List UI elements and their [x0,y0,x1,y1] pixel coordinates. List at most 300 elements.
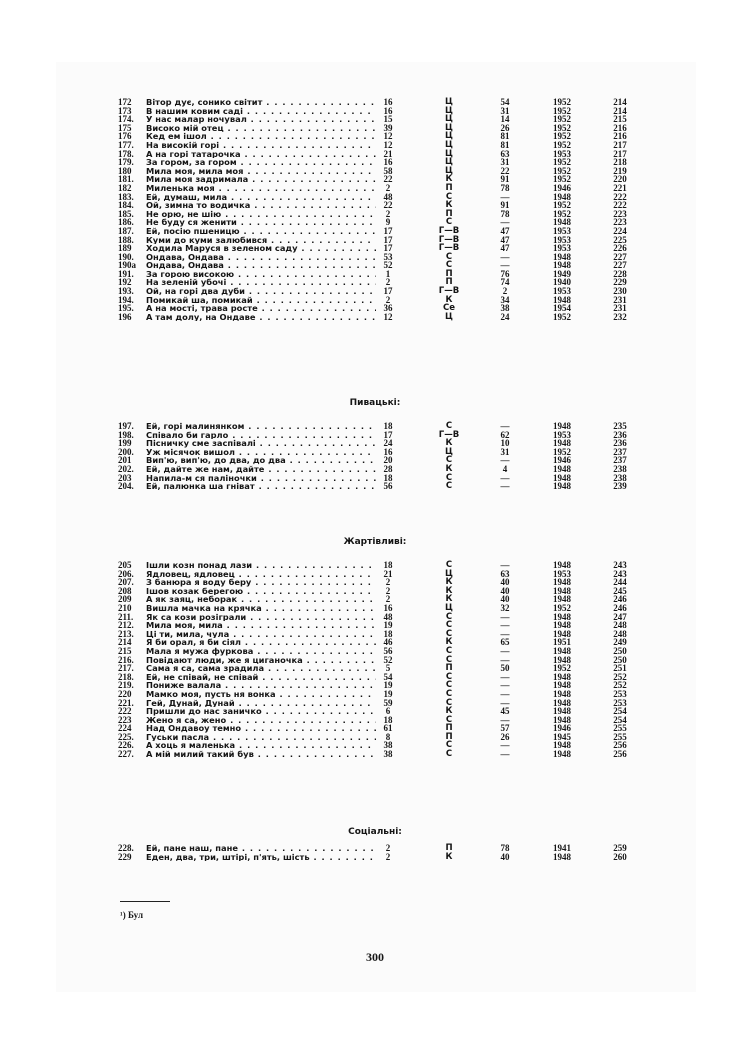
song-title: Помикай ша, помикай . . . [146,296,376,305]
informant-number: — [500,645,510,656]
song-number: 189 [118,243,132,254]
song-title: Сама я са, сама зрадила . . . [146,664,376,673]
song-title: Ей, дайте же нам, дайте . . . [146,465,376,474]
song-title: Ондава, Ондава . . . [146,253,376,262]
variant-count: 48 [383,191,393,202]
song-number: 180 [118,165,132,176]
informant-number: — [500,714,510,725]
informant-number: 50 [500,663,510,674]
record-year: 1948 [553,611,571,622]
region-code: С [445,749,453,760]
record-year: 1940 [553,277,571,288]
region-code: Г—В [438,225,460,236]
record-year: 1953 [553,286,571,297]
informant-number: — [500,455,510,466]
song-number: 198. [118,429,134,440]
section-heading-social: Соціальні: [348,827,402,837]
song-number: 179. [118,157,134,168]
page-reference: 246 [613,594,627,605]
informant-number: — [500,611,510,622]
variant-count: 5 [385,663,391,674]
page-reference: 259 [613,843,627,853]
footnote: ¹) Бул [120,910,143,920]
song-title: Мила моя задримала . . . [146,175,376,184]
page-reference: 216 [613,131,627,142]
variant-count: 18 [383,560,393,570]
record-year: 1952 [553,200,571,211]
region-code: К [445,200,453,211]
song-title: А як заяц, неборак . . . [146,595,376,604]
variant-count: 22 [383,174,393,185]
informant-number: 32 [500,602,510,613]
region-code: С [445,217,453,228]
song-number: 187. [118,225,134,236]
page-reference: 227 [613,251,627,262]
record-year: 1952 [553,311,571,322]
region-code: С [445,191,453,202]
song-title: Миленька моя . . . [146,184,376,193]
page-reference: 219 [613,165,627,176]
informant-number: 91 [500,174,510,185]
song-title: Над Ондавоу темно . . . [146,724,376,733]
region-code: Ц [445,97,453,107]
record-year: 1954 [553,303,571,314]
region-code: С [445,421,453,431]
region-code: Ц [445,122,453,133]
table-row [118,853,638,862]
page-reference: 255 [613,723,627,734]
variant-count: 18 [383,421,393,431]
song-title: Мила моя, мила моя . . . [146,167,376,176]
page-reference: 232 [613,311,627,322]
region-code: С [445,654,453,665]
informant-number: — [500,688,510,699]
page-reference: 236 [613,438,627,449]
informant-number: — [500,749,510,760]
song-number: 173 [118,105,132,116]
region-code: Ц [445,311,453,322]
page-reference: 244 [613,577,627,588]
region-code: С [445,645,453,656]
song-number: 228. [118,843,134,853]
variant-count: 16 [383,446,393,457]
song-number: 197. [118,421,134,431]
region-code: П [445,182,453,193]
informant-number: 24 [500,311,510,322]
song-number: 186. [118,217,134,228]
variant-count: 21 [383,148,393,159]
informant-number: 78 [500,843,510,853]
song-title: Вітор дує, сонико світит . . . [146,98,376,107]
region-code: С [445,714,453,725]
informant-number: — [500,217,510,228]
page-reference: 250 [613,654,627,665]
variant-count: 24 [383,438,393,449]
informant-number: 26 [500,122,510,133]
variant-count: 16 [383,105,393,116]
song-number: 190. [118,251,134,262]
song-number: 194. [118,294,134,305]
page-reference: 250 [613,645,627,656]
record-year: 1945 [553,731,571,742]
song-title: Ой, зимна то водичка . . . [146,201,376,210]
page-reference: 256 [613,749,627,760]
variant-count: 1 [385,268,391,279]
record-year: 1946 [553,723,571,734]
song-number: 183. [118,191,134,202]
section-heading-drinking: Пивацькі: [349,398,401,408]
page-reference: 223 [613,217,627,228]
song-number: 176 [118,131,132,142]
record-year: 1948 [553,680,571,691]
song-number: 210 [118,602,132,613]
song-title: Ходила Маруся в зеленом саду . . . [146,244,376,253]
song-title: Мила моя, мила . . . [146,621,376,630]
region-code: К [445,594,453,605]
variant-count: 19 [383,688,393,699]
region-code: С [445,560,453,570]
page-reference: 225 [613,234,627,245]
song-title: Пониже валала . . . [146,681,376,690]
song-number: 191. [118,268,134,279]
page-reference: 236 [613,429,627,440]
song-number: 224 [118,723,132,734]
variant-count: 53 [383,251,393,262]
page-reference: 231 [613,303,627,314]
page-reference: 217 [613,148,627,159]
variant-count: 59 [383,697,393,708]
variant-count: 2 [385,277,391,288]
page-reference: 223 [613,208,627,219]
region-code: К [445,585,453,596]
record-year: 1952 [553,97,571,107]
record-year: 1948 [553,421,571,431]
informant-number: 40 [500,851,510,862]
informant-number: — [500,251,510,262]
variant-count: 20 [383,455,393,466]
page-reference: 218 [613,157,627,168]
record-year: 1952 [553,446,571,457]
song-number: 220 [118,688,132,699]
region-code: Ц [445,157,453,168]
informant-number: 38 [500,303,510,314]
record-year: 1953 [553,225,571,236]
record-year: 1949 [553,268,571,279]
variant-count: 56 [383,481,393,492]
song-title: А мій милий такий був . . . [146,750,376,759]
region-code: К [445,463,453,474]
region-code: К [445,706,453,717]
variant-count: 58 [383,165,393,176]
record-year: 1948 [553,671,571,682]
song-title: Високо мій отец . . . [146,124,376,133]
record-year: 1948 [553,294,571,305]
song-number: 208 [118,585,132,596]
record-year: 1948 [553,251,571,262]
informant-number: 81 [500,131,510,142]
informant-number: — [500,472,510,483]
song-title: Ішов козак берегою . . . [146,587,376,596]
variant-count: 18 [383,714,393,725]
song-title: Ей, горі малинянком . . . [146,422,376,431]
record-year: 1948 [553,481,571,492]
page-reference: 217 [613,139,627,150]
variant-count: 2 [385,585,391,596]
song-title: Співало би гарло . . . [146,431,376,440]
page-reference: 237 [613,455,627,466]
region-code: Г—В [438,286,460,297]
page-reference: 227 [613,260,627,271]
region-code: П [445,268,453,279]
region-code: С [445,260,453,271]
song-number: 178. [118,148,134,159]
informant-number: 40 [500,594,510,605]
song-number: 209 [118,594,132,605]
song-title: А хоць я маленька . . . [146,741,376,750]
record-year: 1948 [553,217,571,228]
song-number: 215 [118,645,132,656]
record-year: 1941 [553,843,571,853]
song-title: За горою високою . . . [146,270,376,279]
variant-count: 15 [383,114,393,125]
song-title: Як са кози розіграли . . . [146,613,376,622]
region-code: С [445,620,453,631]
record-year: 1948 [553,585,571,596]
variant-count: 12 [383,311,393,322]
record-year: 1952 [553,165,571,176]
variant-count: 38 [383,749,393,760]
variant-count: 9 [385,217,391,228]
record-year: 1948 [553,645,571,656]
region-code: Се [442,303,455,314]
record-year: 1952 [553,663,571,674]
region-code: С [445,611,453,622]
informant-number: 10 [500,438,510,449]
page-reference: 220 [613,174,627,185]
record-year: 1948 [553,560,571,570]
variant-count: 46 [383,637,393,648]
section-love-songs [118,98,638,321]
page-reference: 253 [613,697,627,708]
page-reference: 222 [613,200,627,211]
page-reference: 243 [613,568,627,579]
song-number: 207. [118,577,134,588]
informant-number: 63 [500,568,510,579]
region-code: Ц [445,568,453,579]
variant-count: 2 [385,843,391,853]
variant-count: 16 [383,97,393,107]
record-year: 1948 [553,463,571,474]
informant-number: 91 [500,200,510,211]
informant-number: 40 [500,585,510,596]
record-year: 1948 [553,740,571,751]
song-number: 184. [118,200,134,211]
informant-number: 47 [500,225,510,236]
variant-count: 48 [383,611,393,622]
page-reference: 238 [613,463,627,474]
record-year: 1948 [553,594,571,605]
record-year: 1951 [553,637,571,648]
song-title: А на горі татарочка . . . [146,150,376,159]
informant-number: 14 [500,114,510,125]
song-title: Ондава, Ондава . . . [146,261,376,270]
informant-number: — [500,481,510,492]
page-reference: 254 [613,706,627,717]
variant-count: 54 [383,671,393,682]
song-number: 226. [118,740,134,751]
song-title: Не буду ся женити . . . [146,218,376,227]
variant-count: 2 [385,294,391,305]
region-code: С [445,671,453,682]
footnote-rule [120,901,170,902]
variant-count: 52 [383,260,393,271]
region-code: Ц [445,114,453,125]
variant-count: 8 [385,731,391,742]
page-reference: 252 [613,671,627,682]
song-title: Ей, думаш, мила . . . [146,193,376,202]
variant-count: 2 [385,594,391,605]
variant-count: 17 [383,243,393,254]
variant-count: 52 [383,654,393,665]
song-number: 205 [118,560,132,570]
section-social-songs [118,844,638,861]
song-number: 182 [118,182,132,193]
song-number: 217. [118,663,134,674]
song-title: Жено я са, жено . . . [146,716,376,725]
page-reference: 252 [613,680,627,691]
song-title: Мамко моя, пусть ня вонка . . . [146,690,376,699]
song-title: Уж місячок вишол . . . [146,448,376,457]
record-year: 1953 [553,148,571,159]
region-code: С [445,697,453,708]
page-reference: 226 [613,243,627,254]
region-code: К [445,174,453,185]
informant-number: — [500,654,510,665]
table-row [118,750,638,759]
song-title: Еден, два, три, штірі, п'ять, шість . . . [146,853,376,862]
song-title: А там долу, на Ондаве . . . [146,313,376,322]
page-reference: 215 [613,114,627,125]
page-reference: 221 [613,182,627,193]
section-drinking-songs [118,422,638,491]
variant-count: 22 [383,200,393,211]
record-year: 1953 [553,568,571,579]
record-year: 1948 [553,628,571,639]
song-number: 212. [118,620,134,631]
page-reference: 248 [613,628,627,639]
record-year: 1952 [553,157,571,168]
song-title: Ей, посію пшеницю . . . [146,227,376,236]
region-code: Ц [445,446,453,457]
song-number: 219. [118,680,134,691]
song-title: Ядловец, ядловец . . . [146,570,376,579]
region-code: Ц [445,148,453,159]
record-year: 1952 [553,131,571,142]
record-year: 1948 [553,577,571,588]
informant-number: — [500,560,510,570]
region-code: П [445,843,453,853]
song-number: 200. [118,446,134,457]
region-code: П [445,723,453,734]
song-number: 225. [118,731,134,742]
record-year: 1953 [553,234,571,245]
region-code: К [445,294,453,305]
informant-number: 31 [500,157,510,168]
page-reference: 254 [613,714,627,725]
song-title: Гуськи пасла . . . [146,733,376,742]
page-reference: 245 [613,585,627,596]
song-number: 196 [118,311,132,322]
variant-count: 61 [383,723,393,734]
variant-count: 16 [383,602,393,613]
region-code: С [445,740,453,751]
song-title: Мала я мужа фуркова . . . [146,647,376,656]
record-year: 1948 [553,654,571,665]
page-reference: 238 [613,472,627,483]
informant-number: 47 [500,234,510,245]
region-code: Ц [445,139,453,150]
record-year: 1948 [553,260,571,271]
informant-number: 22 [500,165,510,176]
song-title: Пришли до нас заничко . . . [146,707,376,716]
region-code: Г—В [438,234,460,245]
song-title: Ей, палюнка ша гніват . . . [146,482,376,491]
song-number: 195. [118,303,134,314]
section-heading-humorous: Жартівливі: [343,537,407,547]
informant-number: — [500,620,510,631]
record-year: 1952 [553,208,571,219]
variant-count: 17 [383,234,393,245]
song-number: 190а [118,260,136,271]
record-year: 1948 [553,714,571,725]
page-number: 300 [366,950,384,964]
informant-number: 45 [500,706,510,717]
region-code: С [445,472,453,483]
variant-count: 6 [385,706,391,717]
record-year: 1948 [553,688,571,699]
region-code: П [445,731,453,742]
variant-count: 36 [383,303,393,314]
informant-number: — [500,671,510,682]
song-title: З банюра я воду беру . . . [146,578,376,587]
song-number: 177. [118,139,134,150]
record-year: 1952 [553,139,571,150]
region-code: К [445,851,453,862]
informant-number: 65 [500,637,510,648]
song-title: На зеленій убочі . . . [146,278,376,287]
region-code: Ц [445,131,453,142]
region-code: К [445,637,453,648]
song-number: 223 [118,714,132,725]
song-title: На високій горі . . . [146,141,376,150]
region-code: Ц [445,165,453,176]
song-title: Вип'ю, вип'ю, до два, до два . . . [146,456,376,465]
song-number: 181. [118,174,134,185]
song-title: Вишла мачка на крячка . . . [146,604,376,613]
song-number: 202. [118,463,134,474]
region-code: Ц [445,602,453,613]
song-number: 192 [118,277,132,288]
variant-count: 19 [383,620,393,631]
record-year: 1953 [553,243,571,254]
song-number: 175 [118,122,132,133]
record-year: 1948 [553,851,571,862]
song-number: 193. [118,286,134,297]
informant-number: — [500,191,510,202]
informant-number: — [500,680,510,691]
song-number: 201 [118,455,132,466]
record-year: 1946 [553,455,571,466]
